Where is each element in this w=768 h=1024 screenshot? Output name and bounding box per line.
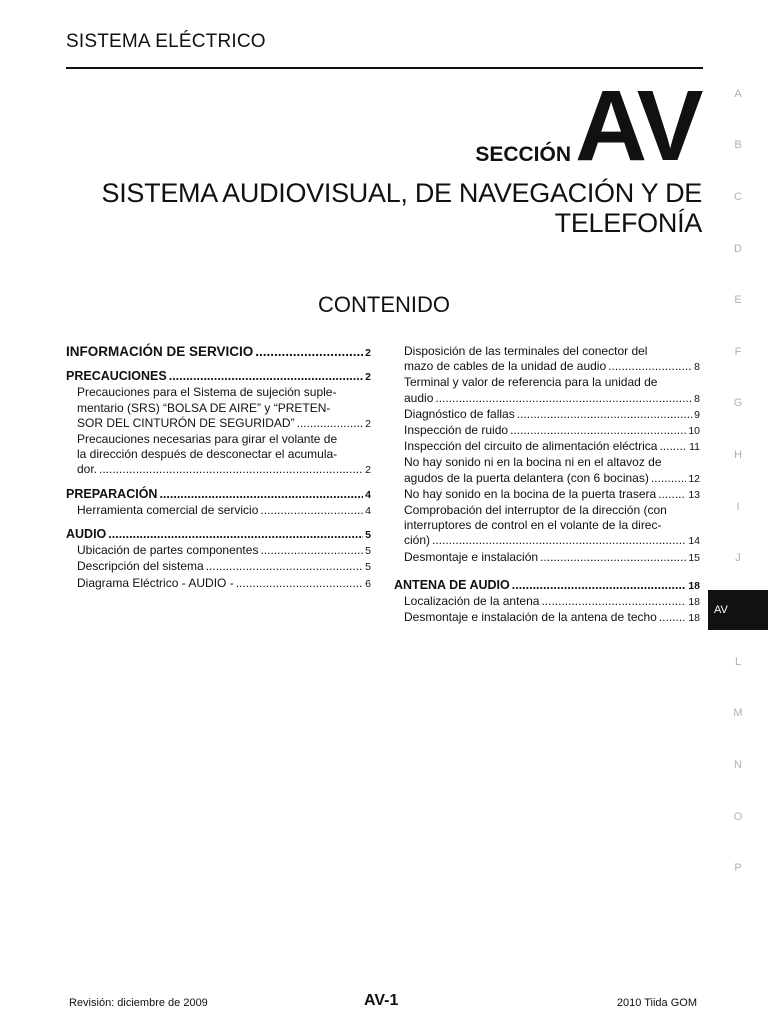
section-tab-e[interactable]: E [734, 294, 742, 307]
toc-page: 9 [694, 408, 700, 421]
toc-label-line: mazo de cables de la unidad de audio [404, 359, 607, 374]
section-tab-i[interactable]: I [736, 500, 740, 513]
toc-label-line: Terminal y valor de referencia para la unidad de [404, 375, 658, 390]
toc-entry-herramienta[interactable] [66, 503, 371, 519]
toc-entry-sin-sonido-trasera[interactable] [394, 487, 700, 503]
toc-leader [540, 550, 686, 565]
toc-entry-info-servicio[interactable] [66, 344, 371, 361]
toc-page: 2 [365, 371, 371, 384]
header-divider [66, 67, 703, 69]
toc-label: Desmontaje e instalación [404, 549, 539, 564]
toc-page: 5 [365, 529, 371, 542]
toc-entry-comprobacion[interactable] [394, 503, 700, 550]
toc-entry-ruido[interactable] [394, 423, 700, 439]
toc-right-column [394, 344, 700, 626]
toc-page: 4 [365, 488, 371, 501]
toc-entry-sin-sonido-delantera[interactable] [394, 455, 700, 486]
toc-entry-disposicion[interactable] [394, 344, 700, 375]
toc-label-line: Precauciones para el Sistema de sujeción suple- [77, 385, 337, 400]
toc-page: 15 [688, 551, 700, 564]
toc-leader [159, 487, 363, 502]
section-title [62, 178, 702, 238]
header-title: SISTEMA ELÉCTRICO [66, 31, 266, 52]
section-tab-l[interactable]: L [734, 655, 742, 668]
toc-leader [297, 416, 364, 431]
footer-revision: Revisión: diciembre de 2009 [69, 997, 208, 1009]
section-tab-o[interactable]: O [733, 810, 743, 823]
toc-label-line: interruptores de control en el volante de la direc- [404, 518, 662, 533]
section-tab-f[interactable]: F [734, 345, 742, 358]
toc-leader [435, 391, 692, 406]
section-title-line: TELEFONÍA [554, 208, 702, 238]
toc-leader [651, 471, 686, 486]
toc-leader [236, 576, 363, 591]
toc-label-line: la dirección después de desconectar el acumula- [77, 447, 338, 462]
section-label: SECCIÓN [475, 143, 571, 166]
toc-entry-terminal[interactable] [394, 375, 700, 406]
toc-label-line: audio [404, 390, 434, 405]
section-tab-n[interactable]: N [734, 758, 742, 771]
toc-page: 12 [688, 472, 700, 485]
toc-label: Diagrama Eléctrico - AUDIO - [77, 575, 234, 590]
toc-leader [608, 359, 692, 374]
toc-leader [260, 503, 363, 518]
toc-entry-alimentacion[interactable] [394, 439, 700, 455]
toc-leader [512, 578, 687, 593]
section-tab-g[interactable]: G [733, 397, 743, 410]
toc-label: Ubicación de partes componentes [77, 543, 259, 558]
toc-page: 6 [365, 577, 371, 590]
toc-entry-ubicacion[interactable] [66, 543, 371, 559]
section-code: AV [575, 70, 701, 182]
toc-entry-audio[interactable] [66, 527, 371, 543]
toc-leader [510, 423, 686, 438]
toc-entry-desmontaje[interactable] [394, 550, 700, 566]
toc-label: ANTENA DE AUDIO [394, 577, 510, 592]
toc-leader [541, 594, 686, 609]
toc-label-line: No hay sonido ni en la bocina ni en el altavoz de [404, 455, 662, 470]
section-tab-a[interactable]: A [734, 87, 742, 100]
toc-label-line: Disposición de las terminales del conector del [404, 344, 648, 358]
toc-label-line: ción) [404, 533, 431, 548]
section-tab-h[interactable]: H [734, 448, 742, 461]
toc-label: Desmontaje e instalación de la antena de techo [404, 610, 657, 625]
toc-page: 2 [365, 417, 371, 430]
toc-label: Diagnóstico de fallas [404, 406, 515, 421]
toc-leader [255, 344, 363, 359]
footer-page-number: AV-1 [364, 992, 399, 1009]
toc-page: 11 [689, 441, 700, 454]
toc-label: Herramienta comercial de servicio [77, 502, 259, 517]
toc-label: Descripción del sistema [77, 559, 204, 574]
toc-label-line: mentario (SRS) “BOLSA DE AIRE” y “PRETEN- [77, 400, 331, 415]
toc-label-line: Precauciones necesarias para girar el volante de [77, 432, 338, 447]
toc-entry-prec-volante[interactable] [66, 432, 371, 479]
toc-left-column [66, 344, 371, 592]
section-tab-p[interactable]: P [734, 862, 742, 875]
toc-entry-antena-audio[interactable] [394, 578, 700, 594]
toc-entry-antena-techo[interactable] [394, 610, 700, 626]
toc-label: Inspección de ruido [404, 423, 509, 438]
toc-leader [206, 559, 363, 574]
toc-label-line: agudos de la puerta delantera (con 6 bocinas) [404, 470, 649, 485]
toc-label: Inspección del circuito de alimentación eléctrica [404, 439, 658, 454]
section-tab-b[interactable]: B [734, 139, 742, 152]
section-tab-av[interactable]: AV [708, 590, 768, 630]
toc-entry-diagrama[interactable] [66, 576, 371, 592]
toc-page: 2 [365, 464, 371, 477]
toc-leader [659, 439, 687, 454]
section-title-line: SISTEMA AUDIOVISUAL, DE NAVEGACIÓN Y DE [101, 178, 702, 208]
toc-label: PRECAUCIONES [66, 369, 167, 384]
toc-entry-preparacion[interactable] [66, 487, 371, 503]
toc-label: AUDIO [66, 527, 107, 542]
toc-page: 2 [365, 347, 371, 359]
section-tab-j[interactable]: J [735, 552, 741, 565]
toc-page: 14 [688, 535, 700, 548]
toc-page: 8 [694, 361, 700, 374]
toc-label: PREPARACIÓN [66, 486, 158, 501]
toc-entry-prec-srs[interactable] [66, 385, 371, 432]
toc-leader [659, 610, 686, 625]
toc-page: 18 [688, 596, 700, 609]
toc-entry-diagnostico[interactable] [394, 407, 700, 423]
toc-entry-descripcion[interactable] [66, 559, 371, 575]
page-footer [0, 992, 768, 1016]
section-tab-d[interactable]: D [734, 242, 742, 255]
toc-leader [99, 462, 363, 477]
toc-page: 18 [688, 612, 700, 625]
toc-label-line: Comprobación del interruptor de la dirección (con [404, 503, 667, 518]
toc-entry-localizacion[interactable] [394, 594, 700, 610]
section-tab-c[interactable]: C [734, 190, 742, 203]
footer-model: 2010 Tiida GOM [616, 997, 697, 1009]
toc-label-line: dor. [77, 462, 98, 477]
toc-label: Localización de la antena [404, 594, 540, 609]
toc-label-line: SOR DEL CINTURÓN DE SEGURIDAD” [77, 415, 295, 430]
toc-page: 18 [688, 579, 700, 592]
toc-page: 5 [365, 561, 371, 574]
toc-page: 4 [365, 504, 371, 517]
toc-leader [432, 533, 686, 548]
toc-leader [108, 527, 363, 542]
toc-leader [517, 407, 692, 422]
section-tabs [708, 68, 768, 894]
toc-leader [169, 369, 363, 384]
section-tab-m[interactable]: M [733, 707, 743, 720]
toc-label: No hay sonido en la bocina de la puerta trasera [404, 486, 657, 501]
toc-leader [260, 543, 363, 558]
toc-label: INFORMACIÓN DE SERVICIO [66, 344, 254, 359]
toc-page: 5 [365, 545, 371, 558]
toc-leader [658, 487, 686, 502]
toc-page: 10 [688, 425, 700, 438]
contents-heading: CONTENIDO [318, 292, 450, 317]
toc-page: 8 [694, 392, 700, 405]
toc-page: 13 [688, 488, 700, 501]
toc-entry-precauciones[interactable] [66, 369, 371, 385]
